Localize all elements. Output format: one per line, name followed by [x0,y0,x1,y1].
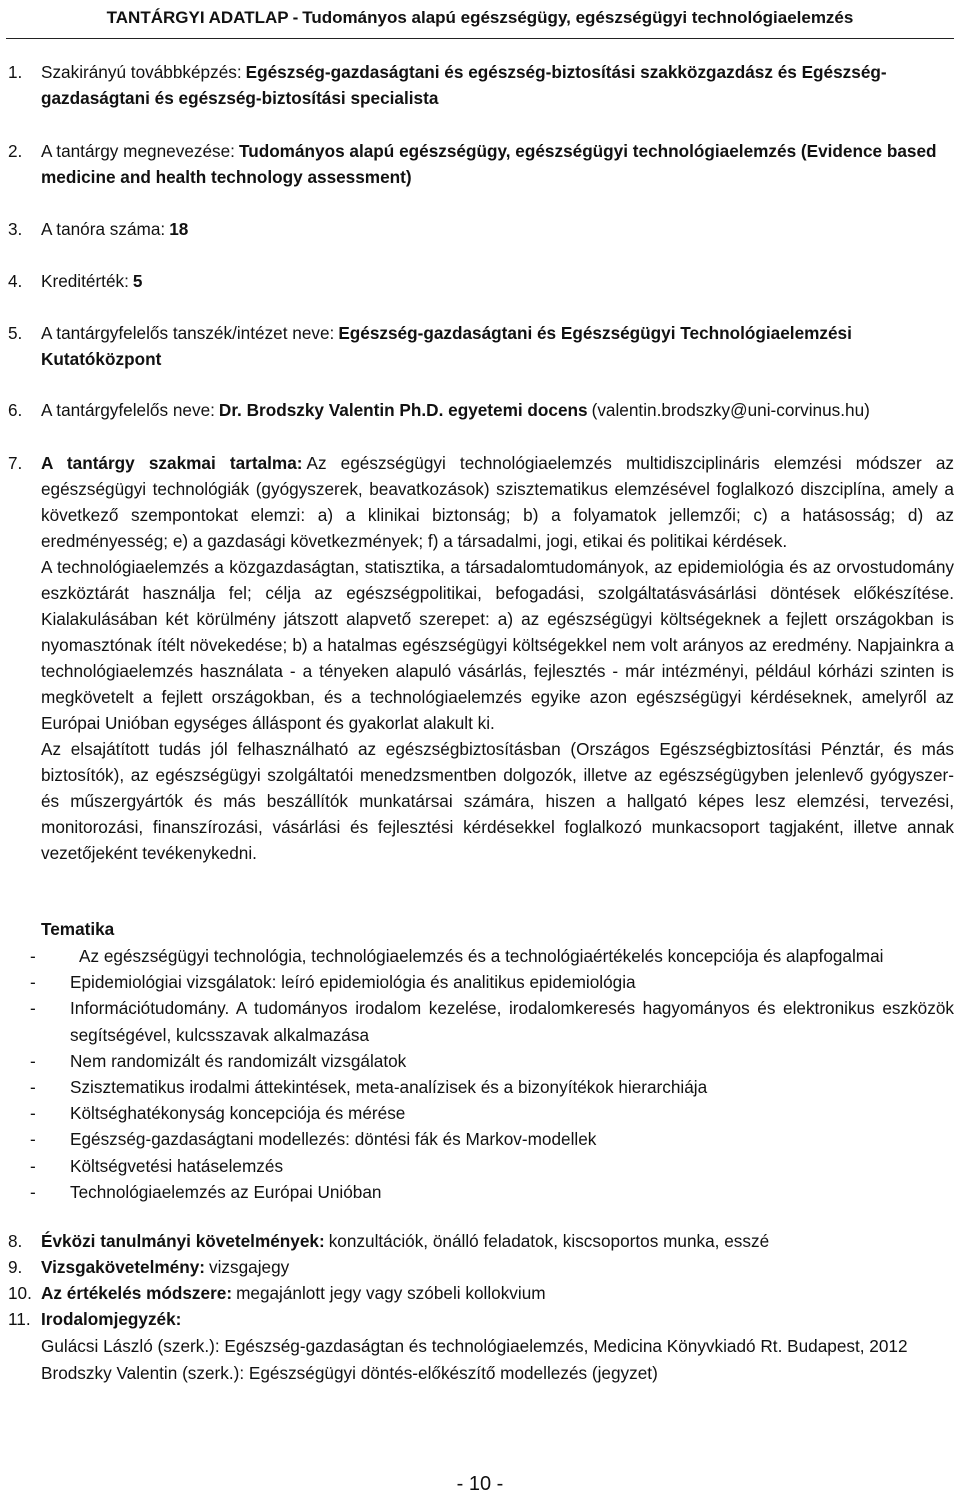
list-item-text: Az egészségügyi technológia, technológiaelemzés és a technológiaértékelés koncepciója és alapfogalmai [79,946,884,966]
bibliography-entry: Gulácsi László (szerk.): Egészség-gazdaságtan és technológiaelemzés, Medicina Könyvkiadó Rt. Budapest, 2012 [41,1336,908,1356]
item-value: Dr. Brodszky Valentin Ph.D. egyetemi docens [218,400,588,420]
item-label: A tantárgy szakmai tartalma: [41,453,303,473]
item-label: A tantárgyfelelős neve: [41,400,215,420]
item-value: Tudományos alapú egészségügy, egészségügyi technológiaelemzés (Evidence based medicine and health technology assessment) [41,141,937,187]
dash: - [30,1050,36,1071]
header-separator: - [292,8,299,27]
list-item [30,1048,954,1074]
list-item-text: Szisztematikus irodalmi áttekintések, meta-analízisek és a bizonyítékok hierarchiája [70,1077,708,1098]
item-label: Az értékelés módszere: [41,1283,233,1303]
item-value: konzultációk, önálló feladatok, kiscsoportos munka, esszé [328,1231,770,1251]
tematika-list [30,943,954,1205]
item-number: 6. [8,400,23,420]
item-value: megajánlott jegy vagy szóbeli kollokvium [236,1283,546,1303]
paragraph: A technológiaelemzés a közgazdaságtan, statisztika, a társadalomtudományok, az epidemiológia és az orvostudomány eszköztárát használja fel; célja az egészségpolitikai, befogadási, szolgáltatásvásárlási döntések előkészítése. Kialakulásában két körülmény játszott alapvető szerepet: a) az egészségügyi költségeknek a fejlett országokban is nyomasztónak ítélt növekedése; b) a hatalmas egészségügyi költségekkel nem volt arányos az eredmény. Napjainkra a technológiaelemzés használata - a tényeken alapuló vásárlás, fejlesztés - már intézményi, például kórházi szinten is megkövetelt a fejlett országokban, és a technológiaelemzés egyike azon egészségügyi kérdéseknek, amelyről az Európai Unióban egységes álláspont és gyakorlat alakult ki. [41,557,954,733]
item-label: Kreditérték: [41,271,129,291]
item-value: Egészség-gazdaságtani és egészség-biztosítási szakközgazdász és Egészség-gazdaságtani és egészség-biztosítási specialista [41,62,887,108]
item-3 [8,216,954,242]
item-1 [8,59,954,111]
email-text: (valentin.brodszky@uni-corvinus.hu) [591,400,870,420]
header-rule [6,38,954,39]
item-number: 10. [8,1283,32,1303]
list-item [30,1126,954,1152]
item-number: 8. [8,1231,23,1251]
item-label: A tanóra száma: [41,219,166,239]
dash: - [30,1181,36,1202]
item-value: vizsgajegy [209,1257,290,1277]
dash: - [30,1129,36,1150]
list-item-text: Információtudomány. A tudományos irodalom kezelése, irodalomkeresés hagyományos és elektronikus eszközök segítségével, kulcsszavak alkalmazása [70,998,954,1045]
dash: - [30,946,36,966]
list-item-text: Epidemiológiai vizsgálatok: leíró epidemiológia és analitikus epidemiológia [70,972,636,993]
item-7 [8,450,954,866]
item-5 [8,320,954,372]
list-item [30,1179,954,1205]
item-value: 18 [169,219,189,239]
item-number: 4. [8,271,23,291]
list-item-text: Technológiaelemzés az Európai Unióban [70,1181,382,1202]
paragraph [41,450,954,554]
paragraph: Az elsajátított tudás jól felhasználható az egészségbiztosításban (Országos Egészségbiztosítási Pénztár, és más biztosítók), az egészségügyi szolgáltatói menedzsmentben dolgozók, illetve az egészségügyben jelenlevő gyógyszer- és műszergyártók és más beszállítók munkatársai számára, hiszen a hallgató képes lesz elemzési, tervezési, monitorozási, finanszírozási, vásárlási és fejlesztési kérdésekkel foglalkozó munkacsoport tagjaként, illetve annak vezetőjeként tevékenykedni. [41,739,954,863]
item-label: Évközi tanulmányi követelmények: [41,1231,325,1251]
item-2 [8,138,954,190]
list-item [30,1074,954,1100]
header-label: TANTÁRGYI ADATLAP [106,8,289,27]
item-number: 3. [8,219,23,239]
item-11 [8,1306,954,1332]
list-item [30,943,954,969]
item-number: 5. [8,323,23,343]
item-number: 2. [8,141,23,161]
tematika-heading: Tematika [41,919,115,939]
item-9 [8,1254,954,1280]
bibliography-entry: Brodszky Valentin (szerk.): Egészségügyi döntés-előkészítő modellezés (jegyzet) [41,1362,658,1383]
item-value: Egészség-gazdaságtani és Egészségügyi Technológiaelemzési Kutatóközpont [41,323,852,369]
item-8 [8,1228,954,1254]
item-label: Szakirányú továbbképzés: [41,62,242,82]
dash: - [30,1103,36,1124]
dash: - [30,972,36,993]
list-item [30,1153,954,1179]
item-4 [8,268,954,294]
page-header [0,0,960,36]
list-item [30,1100,954,1126]
list-item-text: Nem randomizált és randomizált vizsgálatok [70,1050,407,1071]
bibliography [41,1333,954,1386]
item-label: A tantárgyfelelős tanszék/intézet neve: [41,323,335,343]
item-value: 5 [132,271,143,291]
list-item-text: Költséghatékonyság koncepciója és mérése [70,1103,406,1124]
dash: - [30,1077,36,1098]
item-10 [8,1280,954,1306]
item-6 [8,397,954,423]
item-label: A tantárgy megnevezése: [41,141,235,161]
item-number: 11. [8,1309,31,1329]
paragraph-text: Az egészségügyi technológiaelemzés multidiszciplináris elemzési módszer az egészségügyi technológiák (gyógyszerek, beavatkozások) szisztematikus elemzésével foglalkozó diszciplína, amely a következő szempontokat elemzi: a) a klinikai biztonság; b) a folyamatok jellemzői; c) a hatásosság; d) az eredményesség; e) a gazdasági következmények; f) a társadalmi, jogi, etikai és politikai kérdések. [41,453,954,551]
item-number: 7. [8,453,23,473]
page-number: - 10 - [456,1473,504,1495]
dash: - [30,998,36,1019]
item-number: 9. [8,1257,23,1277]
list-item [30,995,954,1047]
list-item-text: Egészség-gazdaságtani modellezés: döntési fák és Markov-modellek [70,1129,597,1150]
item-label: Irodalomjegyzék: [41,1309,182,1329]
item-number: 1. [8,62,23,82]
list-item [30,969,954,995]
header-title: Tudományos alapú egészségügy, egészségügyi technológiaelemzés [302,8,854,27]
item-label: Vizsgakövetelmény: [41,1257,205,1277]
list-item-text: Költségvetési hatáselemzés [70,1155,284,1176]
dash: - [30,1155,36,1176]
